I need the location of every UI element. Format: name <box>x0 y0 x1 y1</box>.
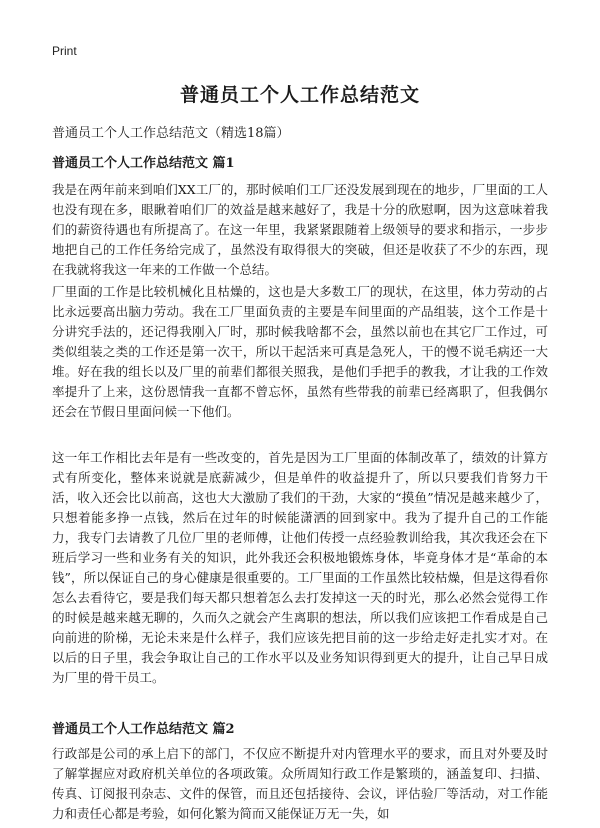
print-link[interactable]: Print <box>52 44 77 58</box>
section-1-paragraph-2: 厂里面的工作是比较机械化且枯燥的，这也是大多数工厂的现状，在这里，体力劳动的占比永远要高出脑力劳动。我在工厂里面负责的主要是车间里面的产品组装，这个工作是十分讲究手法的，还记得我刚入厂时，那时候我啥都不会，虽然以前也在其它厂工作过，可类似组装之类的工作还是第一次干，所以干起活来可真是急死人，干的慢不说毛病还一大堆。好在我的组长以及厂里的前辈们都很关照我，是他们手把手的教我，才让我的工作效率提升了上来，这份恩情我一直都不曾忘怀，虽然有些带我的前辈已经离职了，但我偶尔还会在节假日里面问候一下他们。 <box>52 284 548 419</box>
document-title: 普通员工个人工作总结范文 <box>179 84 420 106</box>
section-1-paragraph-1: 我是在两年前来到咱们XX工厂的，那时候咱们工厂还没发展到现在的地步，厂里面的工人也没有现在多，眼瞅着咱们厂的效益是越来越好了，我是十分的欣慰啊，因为这意味着我们的薪资待遇也有所提高了。在这一年里，我紧紧跟随着上级领导的要求和指示，一步步地把自己的工作任务给完成了，虽然没有取得很大的突破，但还是收获了不少的东西，现在我就将我这一年来的工作做一个总结。 <box>52 182 548 277</box>
section-heading-1: 普通员工个人工作总结范文 篇1 <box>52 156 235 171</box>
section-1-paragraph-3: 这一年工作相比去年是有一些改变的，首先是因为工厂里面的体制改革了，绩效的计算方式有所变化，整体来说就是底薪减少，但是单件的收益提升了，所以只要我们肯努力干活，收入还会比以前高，这也大大激励了我们的干劲，大家的“摸鱼”情况是越来越少了，只想着能多挣一点钱，然后在过年的时候能潇洒的回到家中。我为了提升自己的工作能力，我专门去请教了几位厂里的老师傅，让他们传授一点经验教训给我，其次我还会在下班后学习一些和业务有关的知识，此外我还会积极地锻炼身体，毕竟身体才是“革命的本钱”，所以保证自己的身心健康是很重要的。工厂里面的工作虽然比较枯燥，但是这得看你怎么去看待它，要是我们每天都只想着怎么去打发掉这一天的时光，那么必然会觉得工作的时候是越来越无聊的，久而久之就会产生离职的想法，所以我们应该把工作看成是自己向前进的阶梯，无论未来是什么样子，我们应该先把目前的这一步给走好走扎实才对。在以后的日子里，我会争取让自己的工作水平以及业务知识得到更大的提升，让自己早日成为厂里的骨干员工。 <box>52 450 548 685</box>
section-heading-2: 普通员工个人工作总结范文 篇2 <box>52 722 235 737</box>
document-subtitle: 普通员工个人工作总结范文（精选18篇） <box>52 126 290 141</box>
section-2-paragraph-1: 行政部是公司的承上启下的部门，不仅应不断提升对内管理水平的要求，而且对外要及时了解掌握应对政府机关单位的各项政策。众所周知行政工作是繁琐的，涵盖复印、扫描、传真、订阅报刊杂志、文件的保管，而且还包括接待、会议，评估验厂等活动，对工作能力和责任心都是考验，如何化繁为简而又能保证万无一失，如 <box>52 746 548 821</box>
